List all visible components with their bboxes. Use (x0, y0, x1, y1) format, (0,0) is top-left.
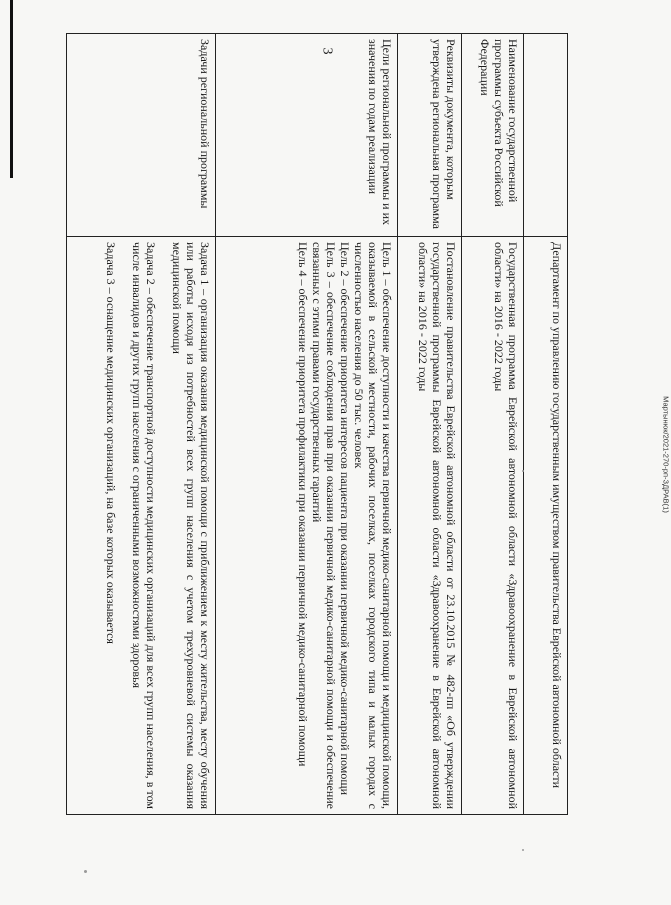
document-reference: Мартынюк/2021-270-рп-ЗДРАВ(1) (661, 396, 671, 513)
table-row (462, 34, 524, 815)
row-label: Задачи региональной программы (67, 34, 216, 237)
page-number: 3 (319, 47, 335, 55)
task-3: Задача 3 – оснащение медицинских организаций, на базе которых оказывается (104, 242, 118, 644)
task-1: Задача 1 – организация оказания медицинской помощи с приближением к месту жительства, месту обучения или работы исходя из потребностей всех групп населения с учетом трехуровневой системы оказания медицинской помощи (170, 242, 212, 809)
row-value: Департамент по управлению государственным имуществом правительства Еврейской автономной области (524, 237, 568, 815)
goal-1: Цель 1 – обеспечение доступности и качества первичной медико-санитарной помощи и медицинской помощи, оказываемой в сельской местности, рабочих поселках, поселках городского типа и малых городах с численностью населения до 50 тыс. человек (352, 242, 394, 809)
table-row (216, 34, 398, 815)
goal-3: Цель 3 – обеспечение соблюдения прав при оказании первичной медико-санитарной помощи и обеспечение связанных с этими правами государственных гарантий (310, 242, 338, 809)
scan-speck (522, 849, 524, 851)
row-value: Постановление правительства Еврейской автономной области от 23.10.2015 № 482-пп «Об утверждении государственной программы Еврейской автономной области «Здравоохранение в Еврейской автономной области» на 2016 - 2022 годы (398, 237, 462, 815)
scan-edge-mark (10, 0, 13, 178)
scan-speck (84, 870, 87, 873)
row-label: Цели региональной программы и их значения по годам реализации (216, 34, 398, 237)
row-label (524, 34, 568, 237)
table-row (67, 34, 216, 815)
passport-table-container (66, 33, 568, 815)
scan-speck (522, 470, 524, 472)
row-label: Наименование государственной программы субъекта Российской Федерации (462, 34, 524, 237)
goal-2: Цель 2 – обеспечение приоритета интересов пациента при оказании первичной медико-санитарной помощи (338, 242, 352, 795)
row-value: Государственная программа Еврейской автономной области «Здравоохранение в Еврейской автономной области» на 2016 - 2022 годы (462, 237, 524, 815)
table-row (524, 34, 568, 815)
table-row (398, 34, 462, 815)
row-value-goals (216, 237, 398, 815)
task-2: Задача 2 – обеспечение транспортной доступности медицинских организаций для всех групп населения, в том числе инвалидов и других групп населения с ограниченными возможностями здоровья (130, 242, 158, 809)
goal-4: Цель 4 – обеспечение приоритета профилактики при оказании первичной медико-санитарной помощи (296, 242, 310, 767)
program-passport-table (66, 33, 568, 815)
row-value-tasks (67, 237, 216, 815)
row-label: Реквизиты документа, которым утверждена региональная программа (398, 34, 462, 237)
